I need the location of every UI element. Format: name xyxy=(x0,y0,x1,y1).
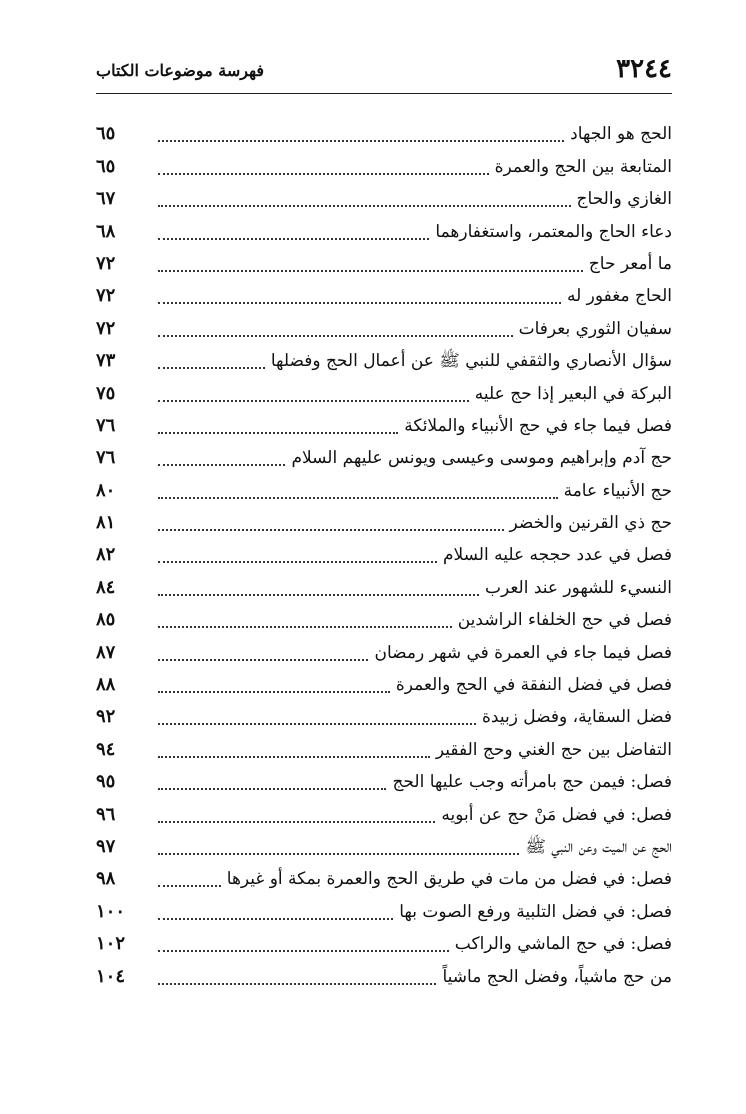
toc-entry-title: المتابعة بين الحج والعمرة xyxy=(494,156,672,177)
toc-entry xyxy=(96,440,672,472)
dot-leader xyxy=(158,813,435,823)
toc-entry-page-number: ٧٢ xyxy=(96,285,116,307)
toc-entry-title: ما أمعر حاج xyxy=(588,253,672,274)
dot-leader xyxy=(158,132,564,142)
toc-entry-page-number: ٦٨ xyxy=(96,220,116,242)
toc-entry-page-number: ٩٦ xyxy=(96,803,116,825)
toc-entry xyxy=(96,893,672,925)
toc-entry xyxy=(96,343,672,375)
dot-leader xyxy=(158,327,513,337)
running-title: فهرسة موضوعات الكتاب xyxy=(96,61,265,80)
toc-entry xyxy=(96,926,672,958)
dot-leader xyxy=(158,553,437,563)
toc-entry-page-number: ٧٥ xyxy=(96,382,116,404)
toc-entry-page-number: ١٠٢ xyxy=(96,933,126,955)
dot-leader xyxy=(158,197,571,207)
dot-leader xyxy=(158,942,449,952)
toc-entry-page-number: ٦٧ xyxy=(96,188,116,210)
toc-entry-title: فصل فيما جاء في العمرة في شهر رمضان xyxy=(374,642,672,663)
toc-entry-title: الغازي والحاج xyxy=(576,189,672,210)
toc-entry-title: فصل: في فضل من مات في طريق الحج والعمرة بمكة أو غيرها xyxy=(226,869,672,890)
dot-leader xyxy=(158,424,398,434)
dot-leader xyxy=(158,877,221,887)
toc-entry-title: حج الأنبياء عامة xyxy=(563,480,672,501)
toc-entry-title: الحاج مغفور له xyxy=(566,286,672,307)
toc-entry xyxy=(96,537,672,569)
page-header xyxy=(96,52,672,92)
toc-entry-page-number: ٧٣ xyxy=(96,350,116,372)
toc-entry-page-number: ٧٦ xyxy=(96,414,116,436)
dot-leader xyxy=(158,651,368,661)
toc-entry-page-number: ٧٢ xyxy=(96,317,116,339)
toc-entry-title: فصل: في فضل مَنْ حج عن أبويه xyxy=(441,804,672,825)
toc-entry-title: سفيان الثوري بعرفات xyxy=(518,318,672,339)
toc-entry-page-number: ٧٢ xyxy=(96,252,116,274)
dot-leader xyxy=(158,456,285,466)
toc-entry xyxy=(96,408,672,440)
toc-entry-page-number: ٨٥ xyxy=(96,609,116,631)
toc-entry-title: فصل: في فضل التلبية ورفع الصوت بها xyxy=(399,901,672,922)
toc-entry xyxy=(96,861,672,893)
toc-entry-page-number: ٨٨ xyxy=(96,674,116,696)
toc-entry-title: البركة في البعير إذا حج عليه xyxy=(474,383,672,404)
toc-entry xyxy=(96,602,672,634)
toc-entry-page-number: ٩٧ xyxy=(96,835,116,857)
toc-entry-title: من حج ماشياً، وفضل الحج ماشياً xyxy=(442,966,672,987)
dot-leader xyxy=(158,910,393,920)
toc-entry-title: فصل: فيمن حج بامرأته وجب عليها الحج xyxy=(392,772,672,793)
dot-leader xyxy=(158,586,479,596)
toc-entry-title: فصل في حج الخلفاء الراشدين xyxy=(457,610,672,631)
dot-leader xyxy=(158,294,561,304)
toc-entry-title: الحج هو الجهاد xyxy=(570,124,672,145)
dot-leader xyxy=(158,715,476,725)
toc-entry-page-number: ٩٥ xyxy=(96,771,116,793)
page-number: ٣٢٤٤ xyxy=(616,54,672,84)
toc-entry xyxy=(96,246,672,278)
toc-entry-page-number: ٨٧ xyxy=(96,641,116,663)
toc-entry-page-number: ٨٤ xyxy=(96,576,116,598)
toc-entry-page-number: ٨٢ xyxy=(96,544,116,566)
dot-leader xyxy=(158,230,429,240)
table-of-contents xyxy=(96,116,672,991)
toc-entry-page-number: ٩٨ xyxy=(96,868,116,890)
toc-entry xyxy=(96,375,672,407)
toc-entry-title: سؤال الأنصاري والثقفي للنبي ﷺ عن أعمال الحج وفضلها xyxy=(270,351,672,372)
toc-entry xyxy=(96,148,672,180)
toc-entry xyxy=(96,181,672,213)
toc-entry-title: فصل في عدد حججه عليه السلام xyxy=(442,545,672,566)
toc-entry-title: فصل فيما جاء في حج الأنبياء والملائكة xyxy=(404,415,672,436)
dot-leader xyxy=(158,262,583,272)
toc-entry-page-number: ٩٤ xyxy=(96,738,116,760)
dot-leader xyxy=(158,683,390,693)
toc-entry-page-number: ٨٠ xyxy=(96,479,116,501)
toc-entry-title: حج آدم وإبراهيم وموسى وعيسى ويونس عليهم السلام xyxy=(291,448,672,469)
toc-entry-title: فضل السقاية، وفضل زبيدة xyxy=(482,707,672,728)
toc-entry xyxy=(96,699,672,731)
toc-entry xyxy=(96,958,672,990)
dot-leader xyxy=(158,975,436,985)
toc-entry-title: فصل: في حج الماشي والراكب xyxy=(454,934,672,955)
toc-entry-title: النسيء للشهور عند العرب xyxy=(484,577,672,598)
toc-entry-page-number: ٧٦ xyxy=(96,447,116,469)
dot-leader xyxy=(158,489,558,499)
toc-entry xyxy=(96,796,672,828)
toc-entry-title: فصل في فضل النفقة في الحج والعمرة xyxy=(395,675,672,696)
dot-leader xyxy=(158,392,469,402)
dot-leader xyxy=(158,780,386,790)
toc-entry xyxy=(96,505,672,537)
toc-entry xyxy=(96,116,672,148)
toc-entry-title: دعاء الحاج والمعتمر، واستغفارهما xyxy=(435,221,672,242)
toc-entry-title: الحج عن الميت وعن النبي ﷺ xyxy=(525,836,672,857)
header-rule xyxy=(96,93,672,94)
toc-entry-page-number: ٩٢ xyxy=(96,706,116,728)
dot-leader xyxy=(158,359,265,369)
dot-leader xyxy=(158,618,452,628)
toc-entry-title: التفاضل بين حج الغني وحج الفقير xyxy=(435,739,672,760)
toc-entry xyxy=(96,829,672,861)
toc-entry xyxy=(96,569,672,601)
toc-entry xyxy=(96,634,672,666)
toc-entry xyxy=(96,667,672,699)
toc-entry-page-number: ١٠٤ xyxy=(96,965,126,987)
toc-entry xyxy=(96,764,672,796)
toc-entry xyxy=(96,472,672,504)
toc-entry xyxy=(96,278,672,310)
toc-entry xyxy=(96,731,672,763)
toc-entry-page-number: ٦٥ xyxy=(96,123,116,145)
toc-entry xyxy=(96,213,672,245)
dot-leader xyxy=(158,845,519,855)
toc-entry xyxy=(96,310,672,342)
dot-leader xyxy=(158,165,489,175)
toc-entry-page-number: ١٠٠ xyxy=(96,900,126,922)
toc-entry-page-number: ٨١ xyxy=(96,512,116,534)
toc-entry-title: حج ذي القرنين والخضر xyxy=(509,513,672,534)
dot-leader xyxy=(158,748,430,758)
dot-leader xyxy=(158,521,504,531)
toc-entry-page-number: ٦٥ xyxy=(96,155,116,177)
